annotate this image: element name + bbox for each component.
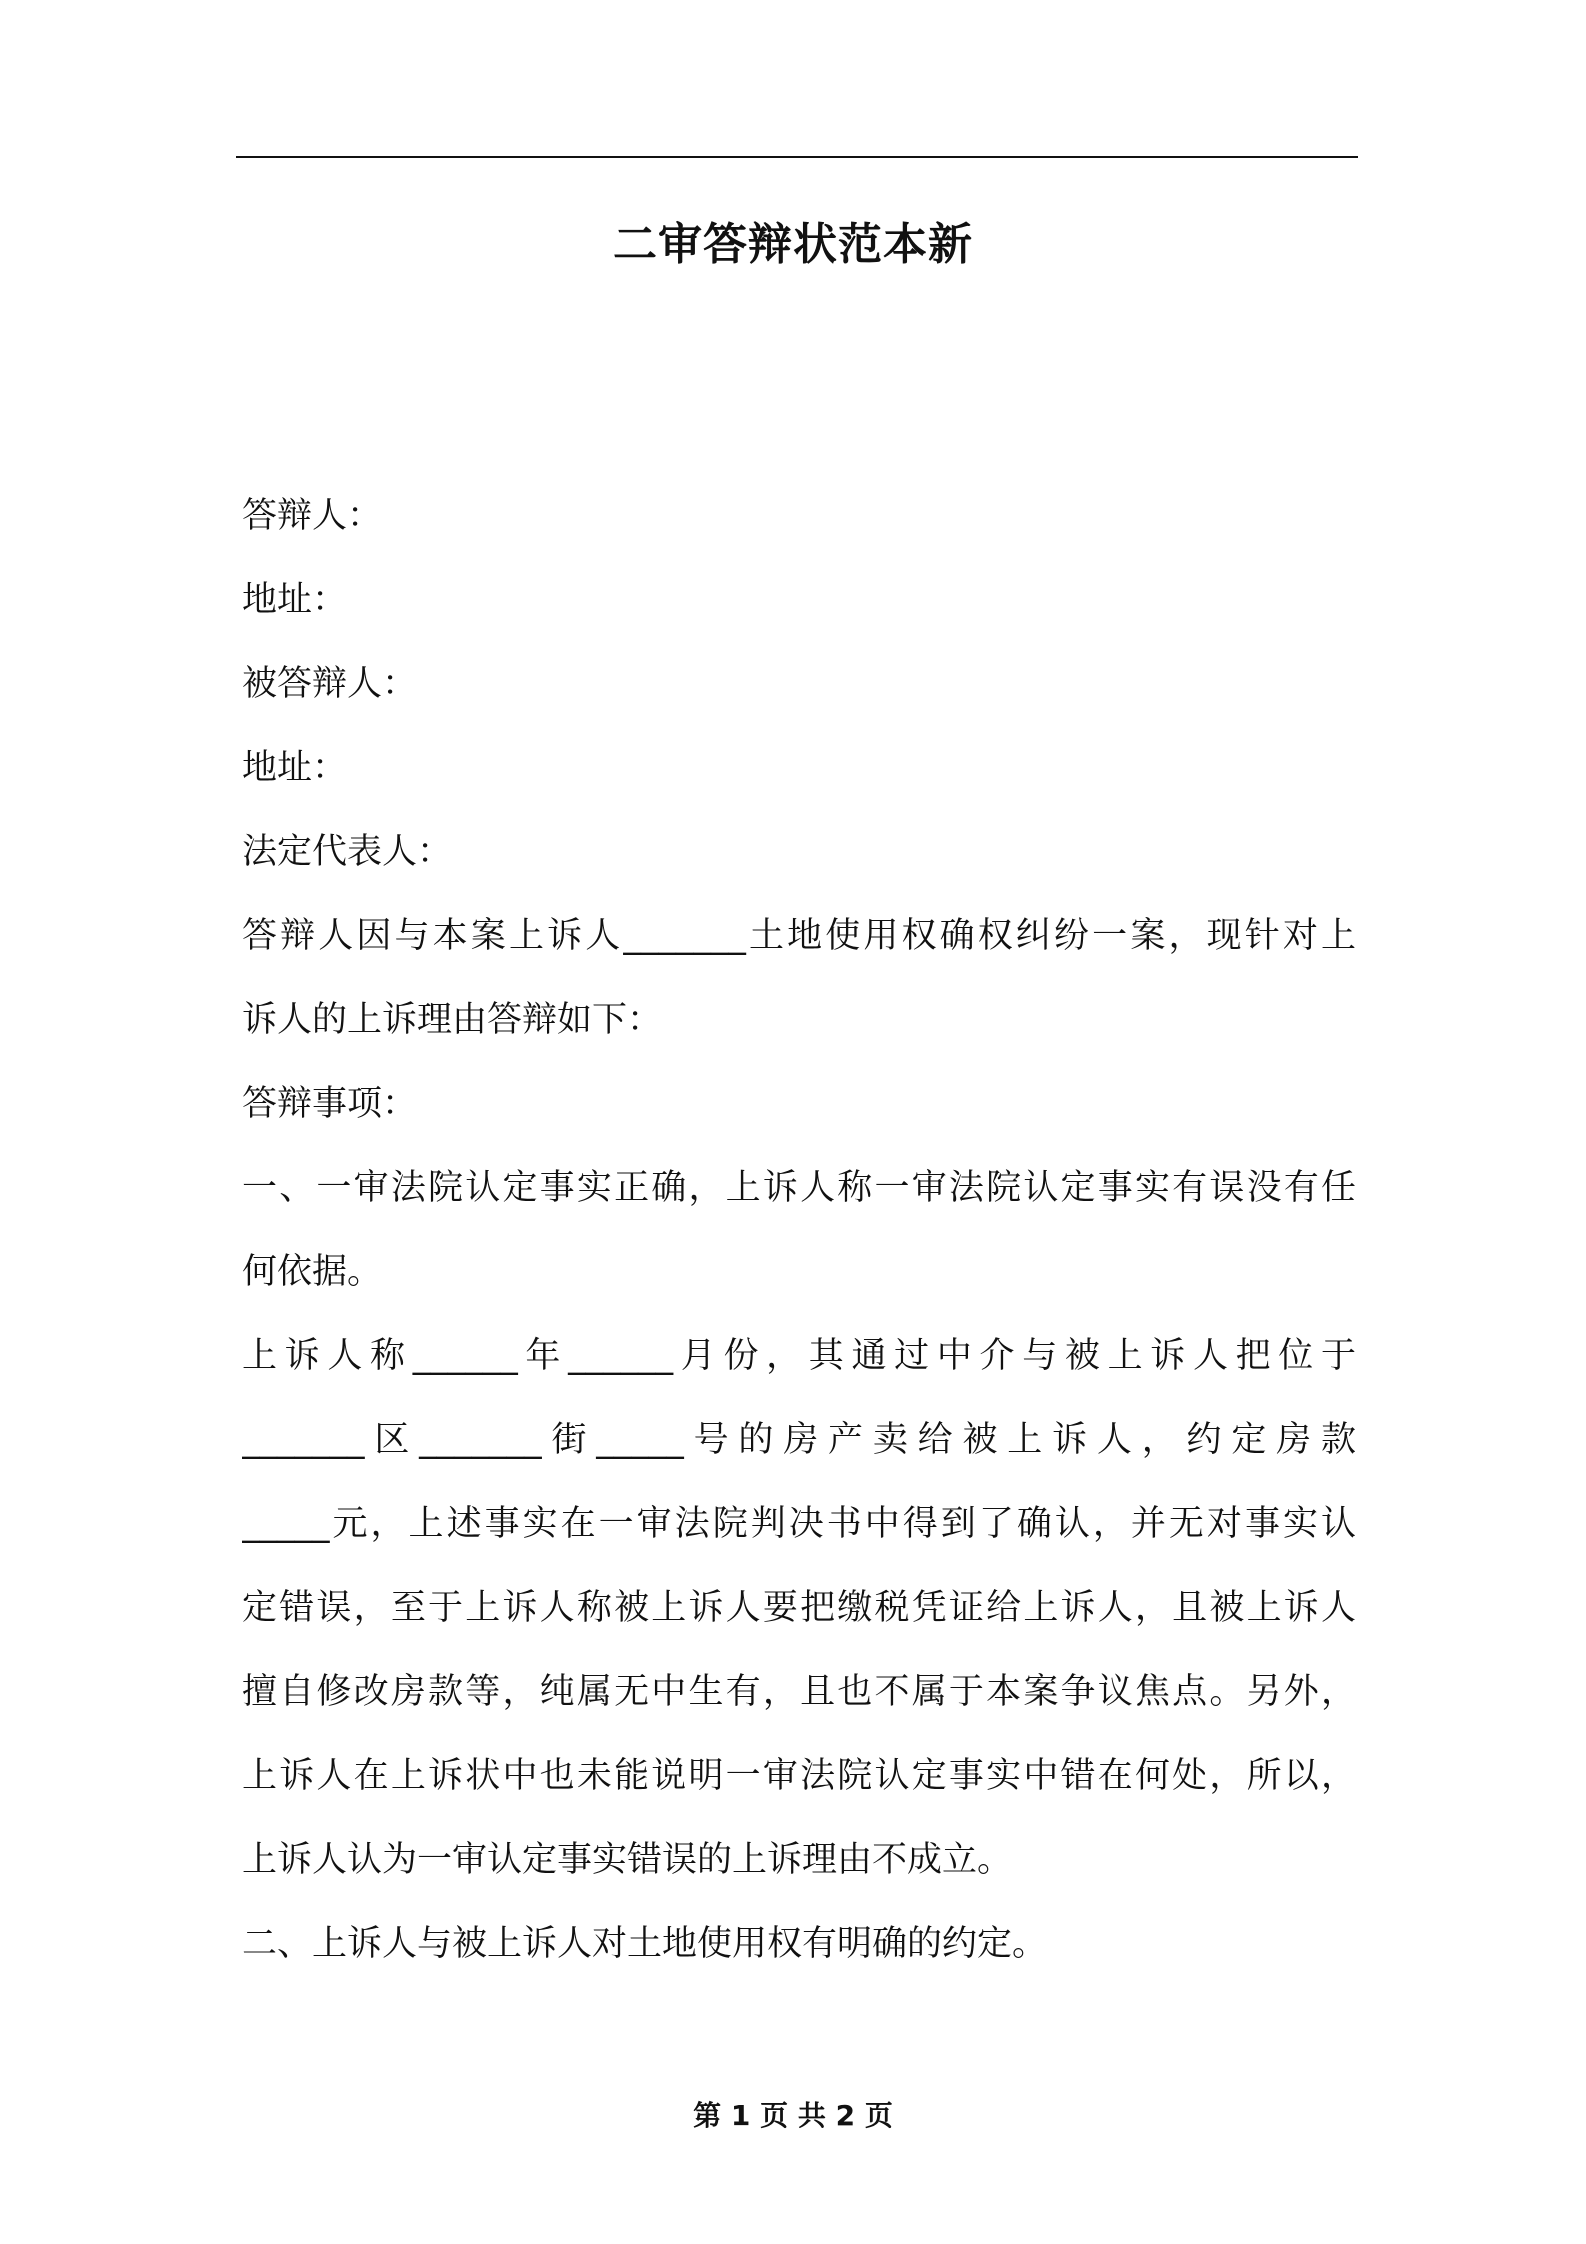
document-body bbox=[242, 488, 1356, 2000]
paragraph-line: 上诉人在上诉状中也未能说明一审法院认定事实中错在何处，所以， bbox=[242, 1756, 1356, 1796]
document-title: 二审答辩状范本新 bbox=[613, 219, 973, 270]
page-number: 第 1 页 共 2 页 bbox=[693, 2099, 893, 2132]
section-heading-defense-items: 答辩事项： bbox=[242, 1084, 418, 1124]
paragraph-line: 上诉人认为一审认定事实错误的上诉理由不成立。 bbox=[242, 1840, 1013, 1880]
line-address-1: 地址： bbox=[242, 580, 348, 620]
line-address-2: 地址： bbox=[242, 748, 348, 788]
paragraph-line: 定错误，至于上诉人称被上诉人要把缴税凭证给上诉人，且被上诉人 bbox=[242, 1588, 1356, 1628]
paragraph-line: 二、上诉人与被上诉人对土地使用权有明确的约定。 bbox=[242, 1924, 1048, 1964]
paragraph-line: 诉人的上诉理由答辩如下： bbox=[242, 1000, 663, 1040]
paragraph-line: 擅自修改房款等，纯属无中生有，且也不属于本案争议焦点。另外， bbox=[242, 1672, 1356, 1712]
paragraph-line: 一、一审法院认定事实正确，上诉人称一审法院认定事实有误没有任 bbox=[242, 1168, 1356, 1208]
paragraph-line: 上诉人称______年______月份，其通过中介与被上诉人把位于 bbox=[242, 1336, 1356, 1376]
header-rule bbox=[236, 156, 1358, 158]
paragraph-line: _____元，上述事实在一审法院判决书中得到了确认，并无对事实认 bbox=[242, 1504, 1356, 1544]
paragraph-line: 何依据。 bbox=[242, 1252, 383, 1292]
paragraph-line: _______区_______街_____号的房产卖给被上诉人，约定房款 bbox=[242, 1420, 1356, 1460]
paragraph-line: 答辩人因与本案上诉人_______土地使用权确权纠纷一案，现针对上 bbox=[242, 916, 1356, 956]
line-legal-representative: 法定代表人： bbox=[242, 832, 453, 872]
line-respondent: 答辩人： bbox=[242, 496, 383, 536]
line-appellant: 被答辩人： bbox=[242, 664, 418, 704]
